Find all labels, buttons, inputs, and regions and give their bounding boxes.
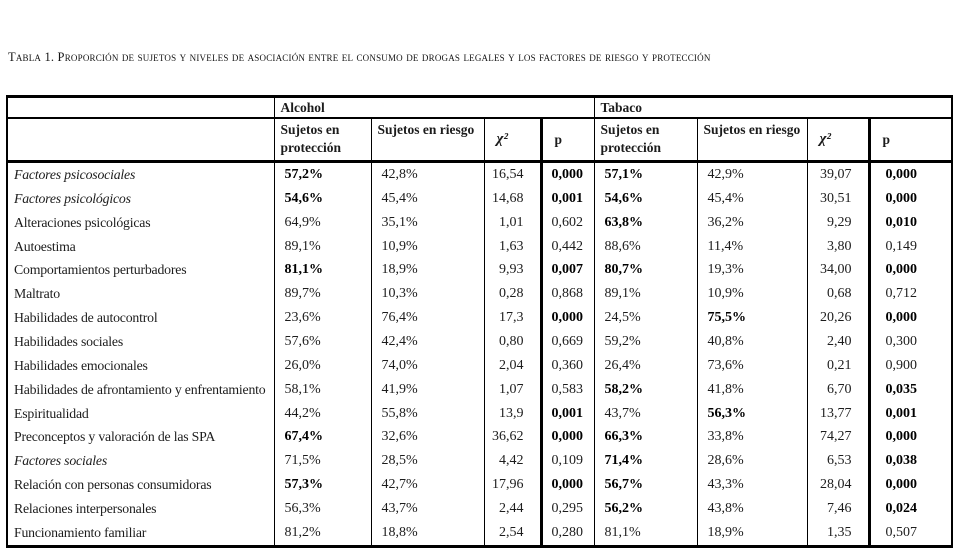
cell-alcohol-riesgo: 55,8%	[371, 402, 484, 426]
row-label: Factores psicosociales	[14, 166, 136, 182]
cell-alcohol-riesgo: 41,9%	[371, 378, 484, 402]
cell-alcohol-proteccion: 81,2%	[274, 521, 371, 546]
cell-alcohol-proteccion: 57,2%	[274, 162, 371, 187]
row-label: Relación con personas consumidoras	[14, 477, 212, 493]
cell-tabaco-proteccion: 59,2%	[594, 330, 697, 354]
cell-alcohol-proteccion: 81,1%	[274, 258, 371, 282]
cell-tabaco-chi-square: 3,80	[807, 235, 869, 259]
cell-alcohol-chi-square: 1,07	[484, 378, 541, 402]
cell-alcohol-p: 0,295	[541, 497, 594, 521]
table-row	[7, 521, 952, 546]
cell-tabaco-riesgo: 11,4%	[697, 235, 807, 259]
cell-alcohol-riesgo: 76,4%	[371, 306, 484, 330]
cell-tabaco-riesgo: 10,9%	[697, 282, 807, 306]
results-table	[6, 95, 953, 548]
cell-alcohol-chi-square: 0,28	[484, 282, 541, 306]
cell-tabaco-proteccion: 56,2%	[594, 497, 697, 521]
cell-tabaco-proteccion: 66,3%	[594, 425, 697, 449]
cell-tabaco-riesgo: 73,6%	[697, 354, 807, 378]
cell-alcohol-p: 0,868	[541, 282, 594, 306]
column-header-row	[7, 118, 952, 162]
cell-alcohol-chi-square: 9,93	[484, 258, 541, 282]
row-label: Espiritualidad	[14, 405, 89, 421]
cell-alcohol-proteccion: 57,6%	[274, 330, 371, 354]
table-row	[7, 282, 952, 306]
cell-tabaco-riesgo: 19,3%	[697, 258, 807, 282]
cell-alcohol-riesgo: 45,4%	[371, 187, 484, 211]
row-label: Factores psicológicos	[14, 190, 131, 206]
table-row	[7, 473, 952, 497]
cell-tabaco-proteccion: 56,7%	[594, 473, 697, 497]
cell-tabaco-chi-square: 20,26	[807, 306, 869, 330]
table-row	[7, 354, 952, 378]
cell-alcohol-proteccion: 23,6%	[274, 306, 371, 330]
cell-tabaco-riesgo: 75,5%	[697, 306, 807, 330]
cell-alcohol-p: 0,001	[541, 402, 594, 426]
col-header-alcohol-proteccion: Sujetos en protección	[274, 118, 371, 162]
cell-alcohol-riesgo: 42,7%	[371, 473, 484, 497]
cell-tabaco-p: 0,000	[869, 258, 952, 282]
table-row	[7, 235, 952, 259]
row-label: Habilidades sociales	[14, 333, 124, 349]
row-label: Relaciones interpersonales	[14, 500, 157, 516]
table-row	[7, 211, 952, 235]
cell-alcohol-p: 0,583	[541, 378, 594, 402]
cell-alcohol-riesgo: 35,1%	[371, 211, 484, 235]
cell-alcohol-proteccion: 89,7%	[274, 282, 371, 306]
cell-alcohol-proteccion: 58,1%	[274, 378, 371, 402]
cell-alcohol-chi-square: 36,62	[484, 425, 541, 449]
cell-alcohol-p: 0,360	[541, 354, 594, 378]
cell-alcohol-chi-square: 2,04	[484, 354, 541, 378]
cell-alcohol-proteccion: 56,3%	[274, 497, 371, 521]
group-header-alcohol: Alcohol	[274, 97, 594, 119]
cell-tabaco-chi-square: 6,70	[807, 378, 869, 402]
row-label: Funcionamiento familiar	[14, 524, 147, 540]
cell-tabaco-riesgo: 41,8%	[697, 378, 807, 402]
table-row	[7, 330, 952, 354]
cell-tabaco-riesgo: 43,8%	[697, 497, 807, 521]
cell-tabaco-p: 0,000	[869, 425, 952, 449]
cell-alcohol-proteccion: 54,6%	[274, 187, 371, 211]
col-header-alcohol-riesgo: Sujetos en riesgo	[371, 118, 484, 162]
cell-alcohol-proteccion: 26,0%	[274, 354, 371, 378]
cell-alcohol-riesgo: 43,7%	[371, 497, 484, 521]
cell-alcohol-riesgo: 18,9%	[371, 258, 484, 282]
cell-tabaco-p: 0,038	[869, 449, 952, 473]
table-row	[7, 425, 952, 449]
col-header-tabaco-chi-square: χ²	[807, 118, 869, 162]
cell-alcohol-riesgo: 28,5%	[371, 449, 484, 473]
cell-tabaco-chi-square: 13,77	[807, 402, 869, 426]
cell-tabaco-proteccion: 57,1%	[594, 162, 697, 187]
cell-tabaco-chi-square: 7,46	[807, 497, 869, 521]
table-row	[7, 449, 952, 473]
col-header-tabaco-proteccion: Sujetos en protección	[594, 118, 697, 162]
cell-alcohol-riesgo: 10,3%	[371, 282, 484, 306]
cell-tabaco-p: 0,149	[869, 235, 952, 259]
cell-tabaco-chi-square: 0,68	[807, 282, 869, 306]
cell-alcohol-p: 0,007	[541, 258, 594, 282]
table-row	[7, 162, 952, 187]
cell-alcohol-riesgo: 10,9%	[371, 235, 484, 259]
cell-alcohol-p: 0,280	[541, 521, 594, 546]
cell-tabaco-riesgo: 43,3%	[697, 473, 807, 497]
cell-tabaco-proteccion: 71,4%	[594, 449, 697, 473]
cell-tabaco-p: 0,024	[869, 497, 952, 521]
cell-tabaco-p: 0,300	[869, 330, 952, 354]
cell-alcohol-riesgo: 32,6%	[371, 425, 484, 449]
cell-tabaco-chi-square: 9,29	[807, 211, 869, 235]
cell-alcohol-p: 0,000	[541, 306, 594, 330]
table-row	[7, 497, 952, 521]
cell-alcohol-p: 0,669	[541, 330, 594, 354]
table-body	[7, 162, 952, 547]
table-caption: Tabla 1. Proporción de sujetos y niveles de asociación entre el consumo de drogas legales y los factores de riesgo y protección	[8, 50, 711, 64]
table-row	[7, 187, 952, 211]
cell-alcohol-p: 0,602	[541, 211, 594, 235]
cell-tabaco-chi-square: 1,35	[807, 521, 869, 546]
cell-alcohol-p: 0,442	[541, 235, 594, 259]
cell-tabaco-proteccion: 89,1%	[594, 282, 697, 306]
cell-alcohol-chi-square: 2,54	[484, 521, 541, 546]
cell-tabaco-proteccion: 63,8%	[594, 211, 697, 235]
label-column-spacer	[7, 118, 274, 162]
row-label: Autoestima	[14, 238, 76, 254]
table-row	[7, 402, 952, 426]
col-header-tabaco-riesgo: Sujetos en riesgo	[697, 118, 807, 162]
cell-tabaco-proteccion: 24,5%	[594, 306, 697, 330]
row-label: Habilidades de afrontamiento y enfrentamiento	[14, 381, 266, 397]
cell-tabaco-chi-square: 28,04	[807, 473, 869, 497]
cell-alcohol-proteccion: 64,9%	[274, 211, 371, 235]
row-label: Maltrato	[14, 286, 60, 302]
cell-alcohol-proteccion: 71,5%	[274, 449, 371, 473]
cell-alcohol-proteccion: 44,2%	[274, 402, 371, 426]
cell-tabaco-chi-square: 34,00	[807, 258, 869, 282]
cell-alcohol-p: 0,001	[541, 187, 594, 211]
cell-alcohol-chi-square: 2,44	[484, 497, 541, 521]
cell-tabaco-riesgo: 40,8%	[697, 330, 807, 354]
cell-alcohol-riesgo: 42,4%	[371, 330, 484, 354]
cell-alcohol-chi-square: 14,68	[484, 187, 541, 211]
row-label: Alteraciones psicológicas	[14, 214, 151, 230]
cell-alcohol-riesgo: 18,8%	[371, 521, 484, 546]
table-row	[7, 258, 952, 282]
cell-alcohol-proteccion: 67,4%	[274, 425, 371, 449]
cell-alcohol-p: 0,000	[541, 425, 594, 449]
cell-tabaco-chi-square: 2,40	[807, 330, 869, 354]
cell-tabaco-p: 0,000	[869, 473, 952, 497]
label-column-spacer	[7, 97, 274, 119]
row-label: Factores sociales	[14, 453, 108, 469]
cell-tabaco-proteccion: 26,4%	[594, 354, 697, 378]
row-label: Preconceptos y valoración de las SPA	[14, 429, 216, 445]
cell-alcohol-chi-square: 13,9	[484, 402, 541, 426]
cell-alcohol-chi-square: 17,96	[484, 473, 541, 497]
cell-tabaco-riesgo: 36,2%	[697, 211, 807, 235]
cell-tabaco-proteccion: 54,6%	[594, 187, 697, 211]
cell-tabaco-riesgo: 56,3%	[697, 402, 807, 426]
cell-tabaco-riesgo: 33,8%	[697, 425, 807, 449]
col-header-tabaco-p: p	[869, 118, 952, 162]
cell-tabaco-p: 0,000	[869, 162, 952, 187]
cell-alcohol-proteccion: 89,1%	[274, 235, 371, 259]
col-header-alcohol-chi-square: χ²	[484, 118, 541, 162]
cell-tabaco-p: 0,900	[869, 354, 952, 378]
cell-tabaco-chi-square: 0,21	[807, 354, 869, 378]
cell-alcohol-p: 0,000	[541, 473, 594, 497]
cell-alcohol-chi-square: 1,63	[484, 235, 541, 259]
table-row	[7, 378, 952, 402]
cell-tabaco-riesgo: 42,9%	[697, 162, 807, 187]
cell-tabaco-chi-square: 30,51	[807, 187, 869, 211]
col-header-alcohol-p: p	[541, 118, 594, 162]
cell-tabaco-proteccion: 58,2%	[594, 378, 697, 402]
cell-tabaco-p: 0,001	[869, 402, 952, 426]
row-label: Habilidades emocionales	[14, 357, 148, 373]
cell-tabaco-proteccion: 43,7%	[594, 402, 697, 426]
cell-alcohol-chi-square: 17,3	[484, 306, 541, 330]
cell-alcohol-chi-square: 4,42	[484, 449, 541, 473]
group-header-tabaco: Tabaco	[594, 97, 952, 119]
cell-tabaco-p: 0,507	[869, 521, 952, 546]
cell-alcohol-proteccion: 57,3%	[274, 473, 371, 497]
cell-tabaco-p: 0,010	[869, 211, 952, 235]
cell-alcohol-chi-square: 1,01	[484, 211, 541, 235]
cell-alcohol-riesgo: 42,8%	[371, 162, 484, 187]
cell-tabaco-chi-square: 39,07	[807, 162, 869, 187]
row-label: Habilidades de autocontrol	[14, 310, 158, 326]
cell-alcohol-riesgo: 74,0%	[371, 354, 484, 378]
cell-alcohol-p: 0,109	[541, 449, 594, 473]
cell-tabaco-proteccion: 80,7%	[594, 258, 697, 282]
group-header-row	[7, 97, 952, 119]
cell-tabaco-riesgo: 18,9%	[697, 521, 807, 546]
cell-tabaco-riesgo: 45,4%	[697, 187, 807, 211]
cell-tabaco-proteccion: 88,6%	[594, 235, 697, 259]
cell-alcohol-chi-square: 16,54	[484, 162, 541, 187]
table-row	[7, 306, 952, 330]
cell-tabaco-p: 0,712	[869, 282, 952, 306]
cell-tabaco-p: 0,035	[869, 378, 952, 402]
cell-tabaco-proteccion: 81,1%	[594, 521, 697, 546]
cell-tabaco-chi-square: 6,53	[807, 449, 869, 473]
cell-tabaco-p: 0,000	[869, 306, 952, 330]
cell-alcohol-p: 0,000	[541, 162, 594, 187]
cell-alcohol-chi-square: 0,80	[484, 330, 541, 354]
cell-tabaco-riesgo: 28,6%	[697, 449, 807, 473]
row-label: Comportamientos perturbadores	[14, 262, 187, 278]
cell-tabaco-p: 0,000	[869, 187, 952, 211]
cell-tabaco-chi-square: 74,27	[807, 425, 869, 449]
